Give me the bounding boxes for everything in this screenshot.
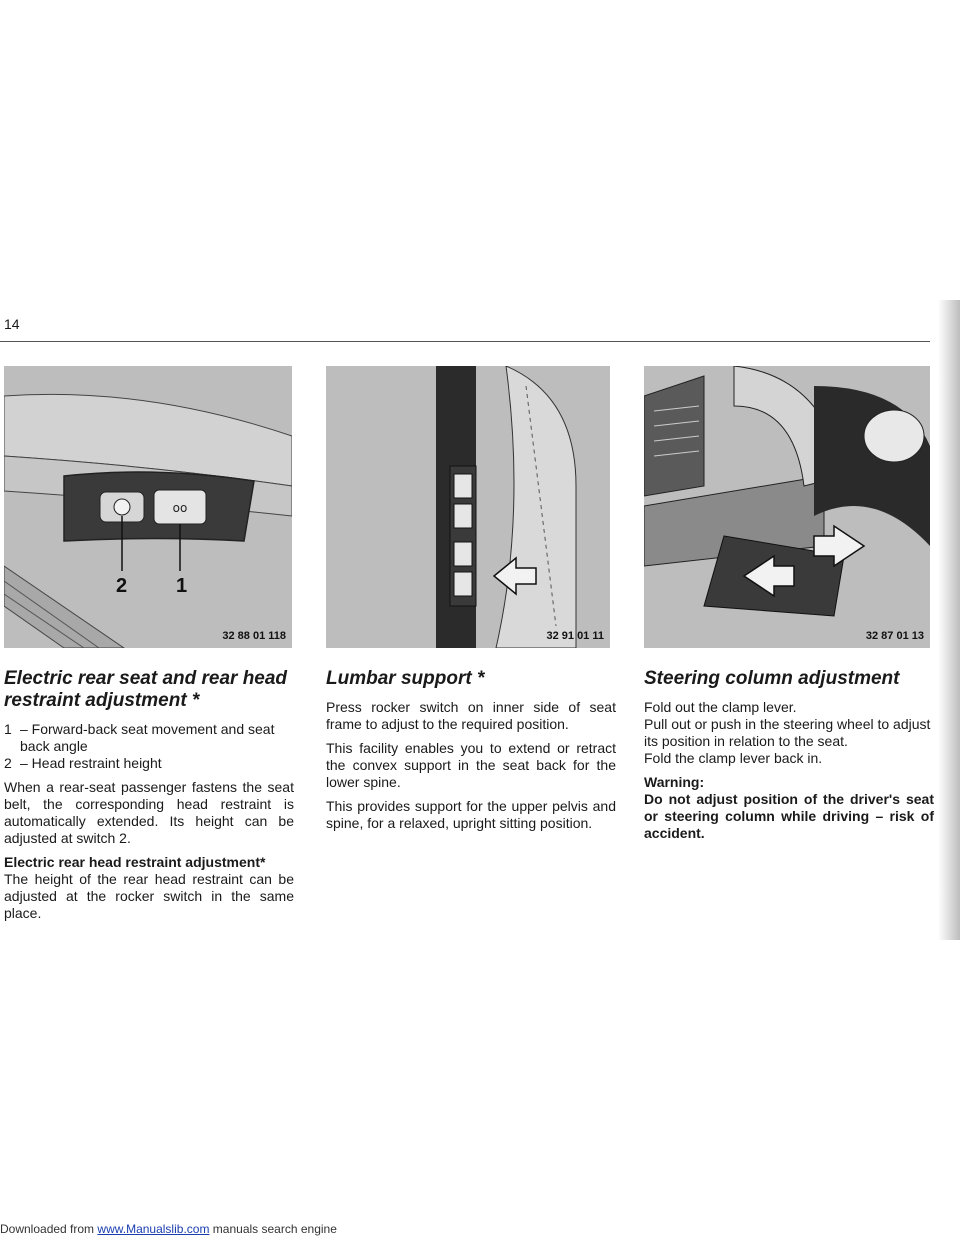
figure-rear-seat-switch bbox=[4, 366, 292, 648]
figure-code: 32 91 01 11 bbox=[546, 630, 604, 642]
svg-text:oo: oo bbox=[172, 501, 188, 515]
body-paragraph: The height of the rear head restraint can be adjusted at the rocker switch in the same place. bbox=[4, 871, 294, 921]
instruction-line: Fold out the clamp lever. bbox=[644, 699, 797, 715]
page-edge-shadow bbox=[938, 300, 960, 940]
callout-2: 2 bbox=[116, 575, 128, 597]
legend-text: – Head restraint height bbox=[20, 755, 162, 771]
body-paragraph: Press rocker switch on inner side of seat frame to adjust to the required position. bbox=[326, 699, 616, 732]
figure-steering-column bbox=[644, 366, 930, 648]
section-heading: Lumbar support * bbox=[326, 668, 485, 689]
legend-item bbox=[4, 755, 294, 772]
body-paragraph: When a rear-seat passenger fastens the seat belt, the corresponding head restraint is automatically extended. Its height can be adjusted at switch 2. bbox=[4, 779, 294, 846]
steering-column-illustration bbox=[644, 366, 930, 648]
section-rear-seat bbox=[4, 668, 294, 929]
legend-number: 1 bbox=[4, 721, 12, 737]
body-paragraph: This facility enables you to extend or retract the convex support in the seat back for the lower spine. bbox=[326, 740, 616, 790]
section-lumbar-support bbox=[326, 668, 616, 839]
warning-text: Do not adjust position of the driver's seat or steering column while driving – risk of accident. bbox=[644, 791, 934, 841]
footer bbox=[0, 1222, 337, 1236]
body-paragraph: This provides support for the upper pelvis and spine, for a relaxed, upright sitting position. bbox=[326, 798, 616, 831]
lumbar-switch-illustration bbox=[326, 366, 610, 648]
section-steering-column bbox=[644, 668, 934, 842]
instruction-line: Fold the clamp lever back in. bbox=[644, 750, 823, 766]
legend-item bbox=[4, 721, 294, 755]
legend-number: 2 bbox=[4, 755, 12, 771]
callout-1: 1 bbox=[176, 575, 188, 597]
footer-suffix: manuals search engine bbox=[212, 1222, 337, 1236]
figure-code: 32 88 01 118 bbox=[222, 630, 286, 642]
manualslib-link[interactable]: www.Manualslib.com bbox=[97, 1222, 210, 1236]
section-heading: Steering column adjustment bbox=[644, 668, 900, 689]
footer-prefix: Downloaded from bbox=[0, 1222, 95, 1236]
warning-label: Warning: bbox=[644, 774, 705, 790]
rear-seat-illustration bbox=[4, 366, 292, 648]
figure-code: 32 87 01 13 bbox=[865, 630, 924, 642]
subheading: Electric rear head restraint adjustment* bbox=[4, 854, 266, 870]
section-heading: Electric rear seat and rear head restraint adjustment * bbox=[4, 668, 288, 711]
figure-lumbar-switch bbox=[326, 366, 610, 648]
header-rule bbox=[0, 341, 930, 342]
page-number: 14 bbox=[4, 316, 20, 332]
instruction-line: Pull out or push in the steering wheel to adjust its position in relation to the seat. bbox=[644, 716, 931, 749]
legend-text: – Forward-back seat movement and seat back angle bbox=[20, 721, 275, 754]
callout-legend bbox=[4, 721, 294, 772]
